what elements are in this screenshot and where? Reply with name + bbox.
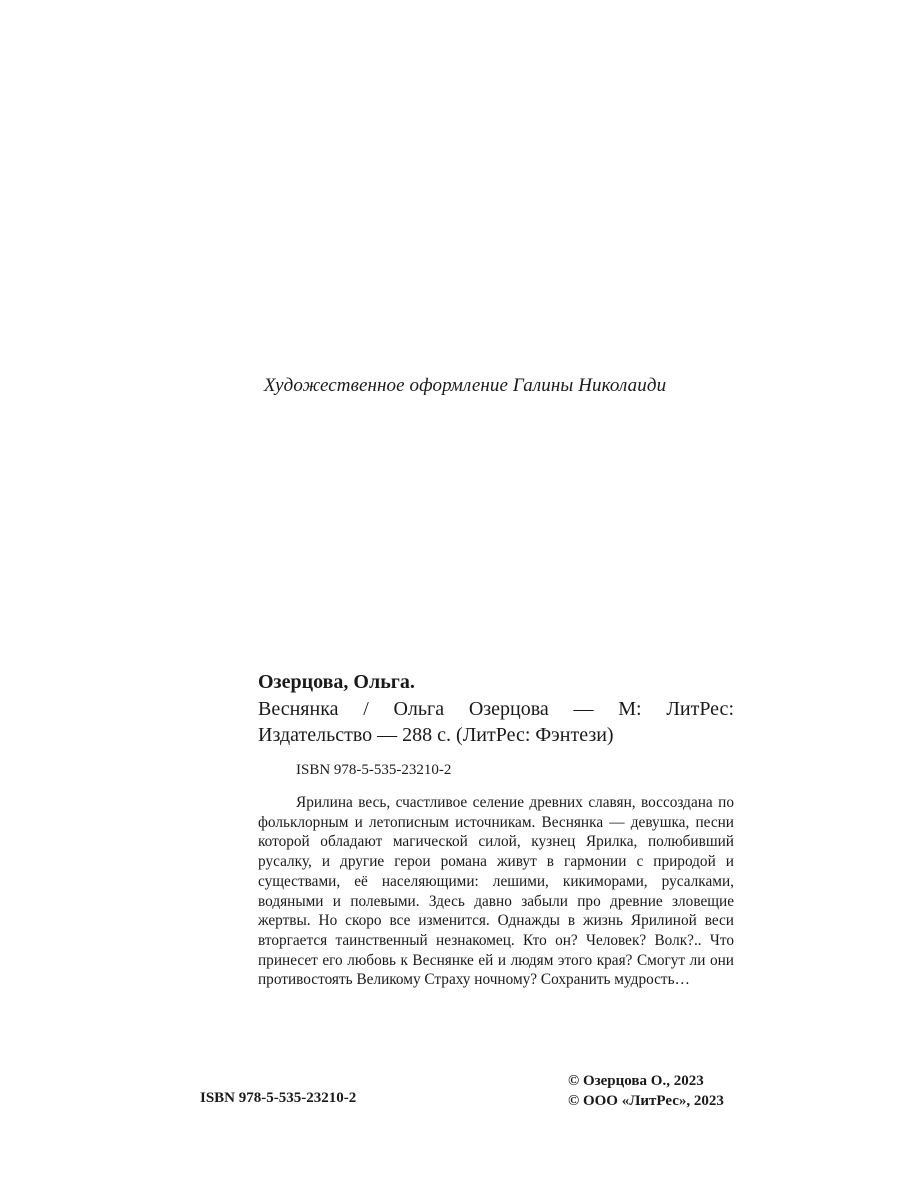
annotation-text: Ярилина весь, счастливое селение древних славян, воссоздана по фольклорным и летописным источникам. Веснянка — девушка, песни которой обладают магической силой, кузнец Ярилка, полюбивший русалку, и другие герои романа живут в гармонии с природой и существами, её населяющими: лешими, кикиморами, русалками, водяными и полевыми. Здесь давно забыли про древние зловещие жертвы. Но скоро все изменится. Однажды в жизнь Ярилиной веси вторгается таинственный незнакомец. Кто он? Человек? Волк?.. Что принесет его любовь к Веснянке ей и людям этого края? Смогут ли они противостоять Великому Страху ночному? Сохранить мудрость… [258, 794, 734, 989]
footer-isbn: ISBN 978-5-535-23210-2 [200, 1090, 357, 1106]
record-isbn: ISBN 978-5-535-23210-2 [296, 762, 452, 778]
copyright-author: © Озерцова О., 2023 [568, 1073, 704, 1089]
catalog-record: Веснянка / Ольга Озерцова — М: ЛитРес: Издательство — 288 с. (ЛитРес: Фэнтези) [258, 698, 734, 746]
copyright-publisher: © ООО «ЛитРес», 2023 [568, 1093, 724, 1109]
design-credit: Художественное оформление Галины Николаиди [263, 375, 667, 396]
copyright-block [568, 1071, 724, 1111]
bibliographic-record [258, 668, 734, 990]
author-heading: Озерцова, Ольга. [258, 671, 415, 693]
